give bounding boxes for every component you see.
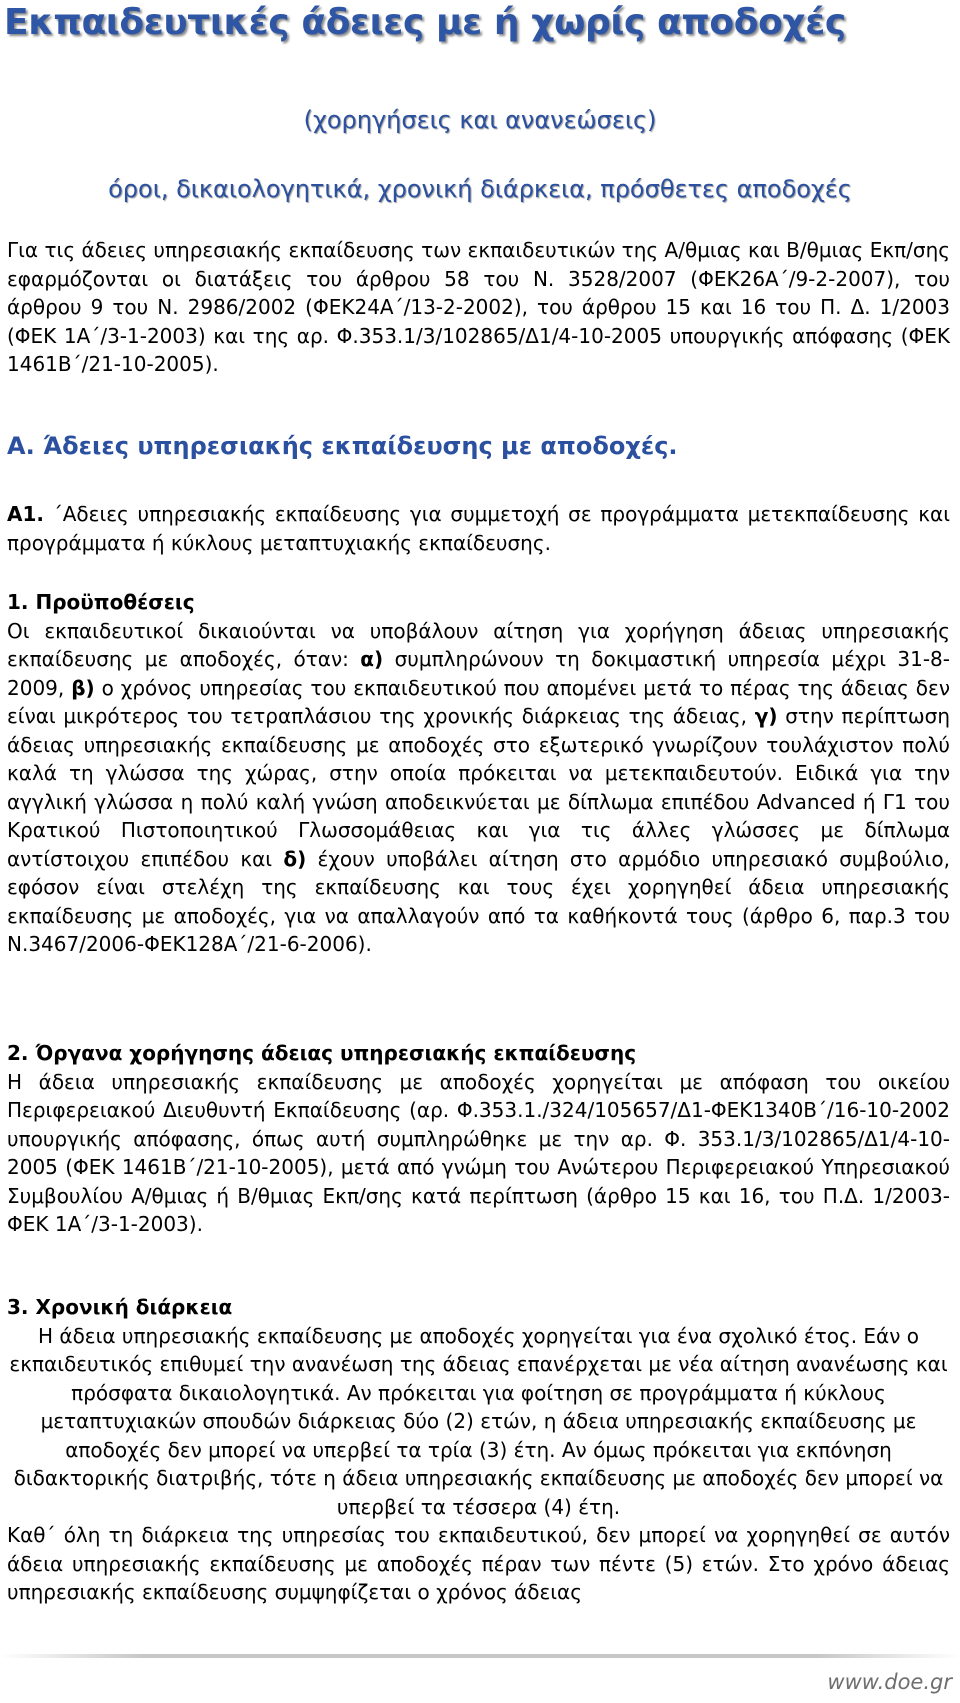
a1-text: ΄Αδειες υπηρεσιακής εκπαίδευσης για συμμετοχή σε προγράμματα μετεκπαίδευσης και προγράμματα ή κύκλους μεταπτυχιακής εκπαίδευσης. bbox=[7, 502, 950, 555]
condition-a-mark: α) bbox=[360, 647, 384, 671]
subtitle-terms: όροι, δικαιολογητικά, χρονική διάρκεια, πρόσθετες αποδοχές bbox=[108, 175, 852, 203]
section-a-heading: Α. Άδειες υπηρεσιακής εκπαίδευσης με αποδοχές. bbox=[7, 432, 678, 460]
section-1-text-2: συμπληρώνουν τη δοκιμαστική υπηρεσία μέχρι 31-8-2009, bbox=[7, 647, 950, 700]
condition-c-mark: γ) bbox=[754, 704, 778, 728]
section-3-centered-text: Η άδεια υπηρεσιακής εκπαίδευσης με αποδοχές χορηγείται για ένα σχολικό έτος. Εάν ο εκπαιδευτικός επιθυμεί την ανανέωση της άδειας επανέρχεται με νέα αίτηση ανανέωσης και πρόσφατα δικαιολογητικά. Αν πρόκειται για φοίτηση σε προγράμματα ή κύκλους μεταπτυχιακών σπουδών διάρκειας δύο (2) ετών, η άδεια υπηρεσιακής εκπαίδευσης με αποδοχές δεν μπορεί να υπερβεί τα τρία (3) έτη. Αν όμως πρόκειται για εκπόνηση διδακτορικής διατριβής, τότε η άδεια υπηρεσιακής εκπαίδευσης με αποδοχές δεν μπορεί να υπερβεί τα τέσσερα (4) έτη. bbox=[9, 1323, 948, 1519]
section-3-heading: 3. Χρονική διάρκεια bbox=[7, 1295, 233, 1319]
subtitle-grants: (χορηγήσεις και ανανεώσεις) bbox=[303, 106, 657, 134]
section-1-heading: 1. Προϋποθέσεις bbox=[7, 590, 195, 614]
section-3 bbox=[7, 1293, 950, 1607]
section-1-text-1: Οι εκπαιδευτικοί δικαιούνται να υποβάλουν αίτηση για χορήγηση άδειας υπηρεσιακής εκπαίδευσης με αποδοχές, όταν: bbox=[7, 618, 950, 671]
section-1-text-3: ο χρόνος υπηρεσίας του εκπαιδευτικού που απομένει μετά το πέρας της άδειας δεν είναι μικρότερος του τετραπλάσιου της χρονικής διάρκειας της άδειας, bbox=[7, 675, 950, 728]
section-2 bbox=[7, 1039, 950, 1239]
section-1 bbox=[7, 588, 950, 959]
section-3-text: Καθ΄ όλη τη διάρκεια της υπηρεσίας του εκπαιδευτικού, δεν μπορεί να χορηγηθεί σε αυτόν άδεια υπηρεσιακής εκπαίδευσης με αποδοχές πέραν των πέντε (5) ετών. Στο χρόνο άδειας υπηρεσιακής εκπαίδευσης συμψηφίζεται ο χρόνος άδειας bbox=[7, 1523, 950, 1604]
footer-site: www.doe.gr bbox=[827, 1670, 952, 1694]
page-title: Εκπαιδευτικές άδειες με ή χωρίς αποδοχές bbox=[4, 2, 846, 43]
section-2-text: Η άδεια υπηρεσιακής εκπαίδευσης με αποδοχές χορηγείται με απόφαση του οικείου Περιφερειακού Διευθυντή Εκπαίδευσης (αρ. Φ.353.1./324/105657/Δ1-ΦΕΚ1340Β΄/16-10-2002 υπουργικής απόφασης, όπως αυτή συμπληρώθηκε με την αρ. Φ. 353.1/3/102865/Δ1/4-10-2005 (ΦΕΚ 1461Β΄/21-10-2005), μετά από γνώμη του Ανώτερου Περιφερειακού Υπηρεσιακού Συμβουλίου Α/θμιας ή Β/θμιας Εκπ/σης κατά περίπτωση (άρθρο 15 και 16, του Π.Δ. 1/2003- ΦΕΚ 1Α΄/3-1-2003). bbox=[7, 1069, 950, 1236]
a1-paragraph bbox=[7, 500, 950, 557]
section-2-heading: 2. Όργανα χορήγησης άδειας υπηρεσιακής εκπαίδευσης bbox=[7, 1041, 637, 1065]
condition-d-mark: δ) bbox=[283, 846, 307, 871]
section-1-text-4: στην περίπτωση άδειας υπηρεσιακής εκπαίδευσης με αποδοχές στο εξωτερικό γνωρίζουν τουλάχιστον πολύ καλά τη γλώσσα της χώρας, στην οποία πρόκειται να μετεκπαιδευτούν. Ειδικά για την αγγλική γλώσσα η πολύ καλή γνώση αποδεικνύεται με δίπλωμα επιπέδου Advanced ή Γ1 του Κρατικού Πιστοποιητικού Γλωσσομάθειας και για τις άλλες γλώσσες με δίπλωμα αντίστοιχου επιπέδου και bbox=[7, 704, 950, 871]
section-1-text-5: έχουν υποβάλει αίτηση στο αρμόδιο υπηρεσιακό συμβούλιο, εφόσον είναι στελέχη της εκπαίδευσης και τους έχει χορηγηθεί άδεια υπηρεσιακής εκπαίδευσης με αποδοχές, για να απαλλαγούν από τα καθήκοντά τους (άρθρο 6, παρ.3 του Ν.3467/2006-ΦΕΚ128Α΄/21-6-2006). bbox=[7, 846, 950, 956]
a1-label: Α1. bbox=[7, 502, 44, 526]
condition-b-mark: β) bbox=[71, 675, 95, 700]
intro-paragraph: Για τις άδειες υπηρεσιακής εκπαίδευσης των εκπαιδευτικών της Α/θμιας και Β/θμιας Εκπ/σης εφαρμόζονται οι διατάξεις του άρθρου 58 του Ν. 3528/2007 (ΦΕΚ26Α΄/9-2-2007), του άρθρου 9 του Ν. 2986/2002 (ΦΕΚ24Α΄/13-2-2002), του άρθρου 15 και 16 του Π. Δ. 1/2003 (ΦΕΚ 1Α΄/3-1-2003) και της αρ. Φ.353.1/3/102865/Δ1/4-10-2005 υπουργικής απόφασης (ΦΕΚ 1461Β΄/21-10-2005). bbox=[7, 238, 950, 376]
footer-divider bbox=[0, 1654, 960, 1658]
